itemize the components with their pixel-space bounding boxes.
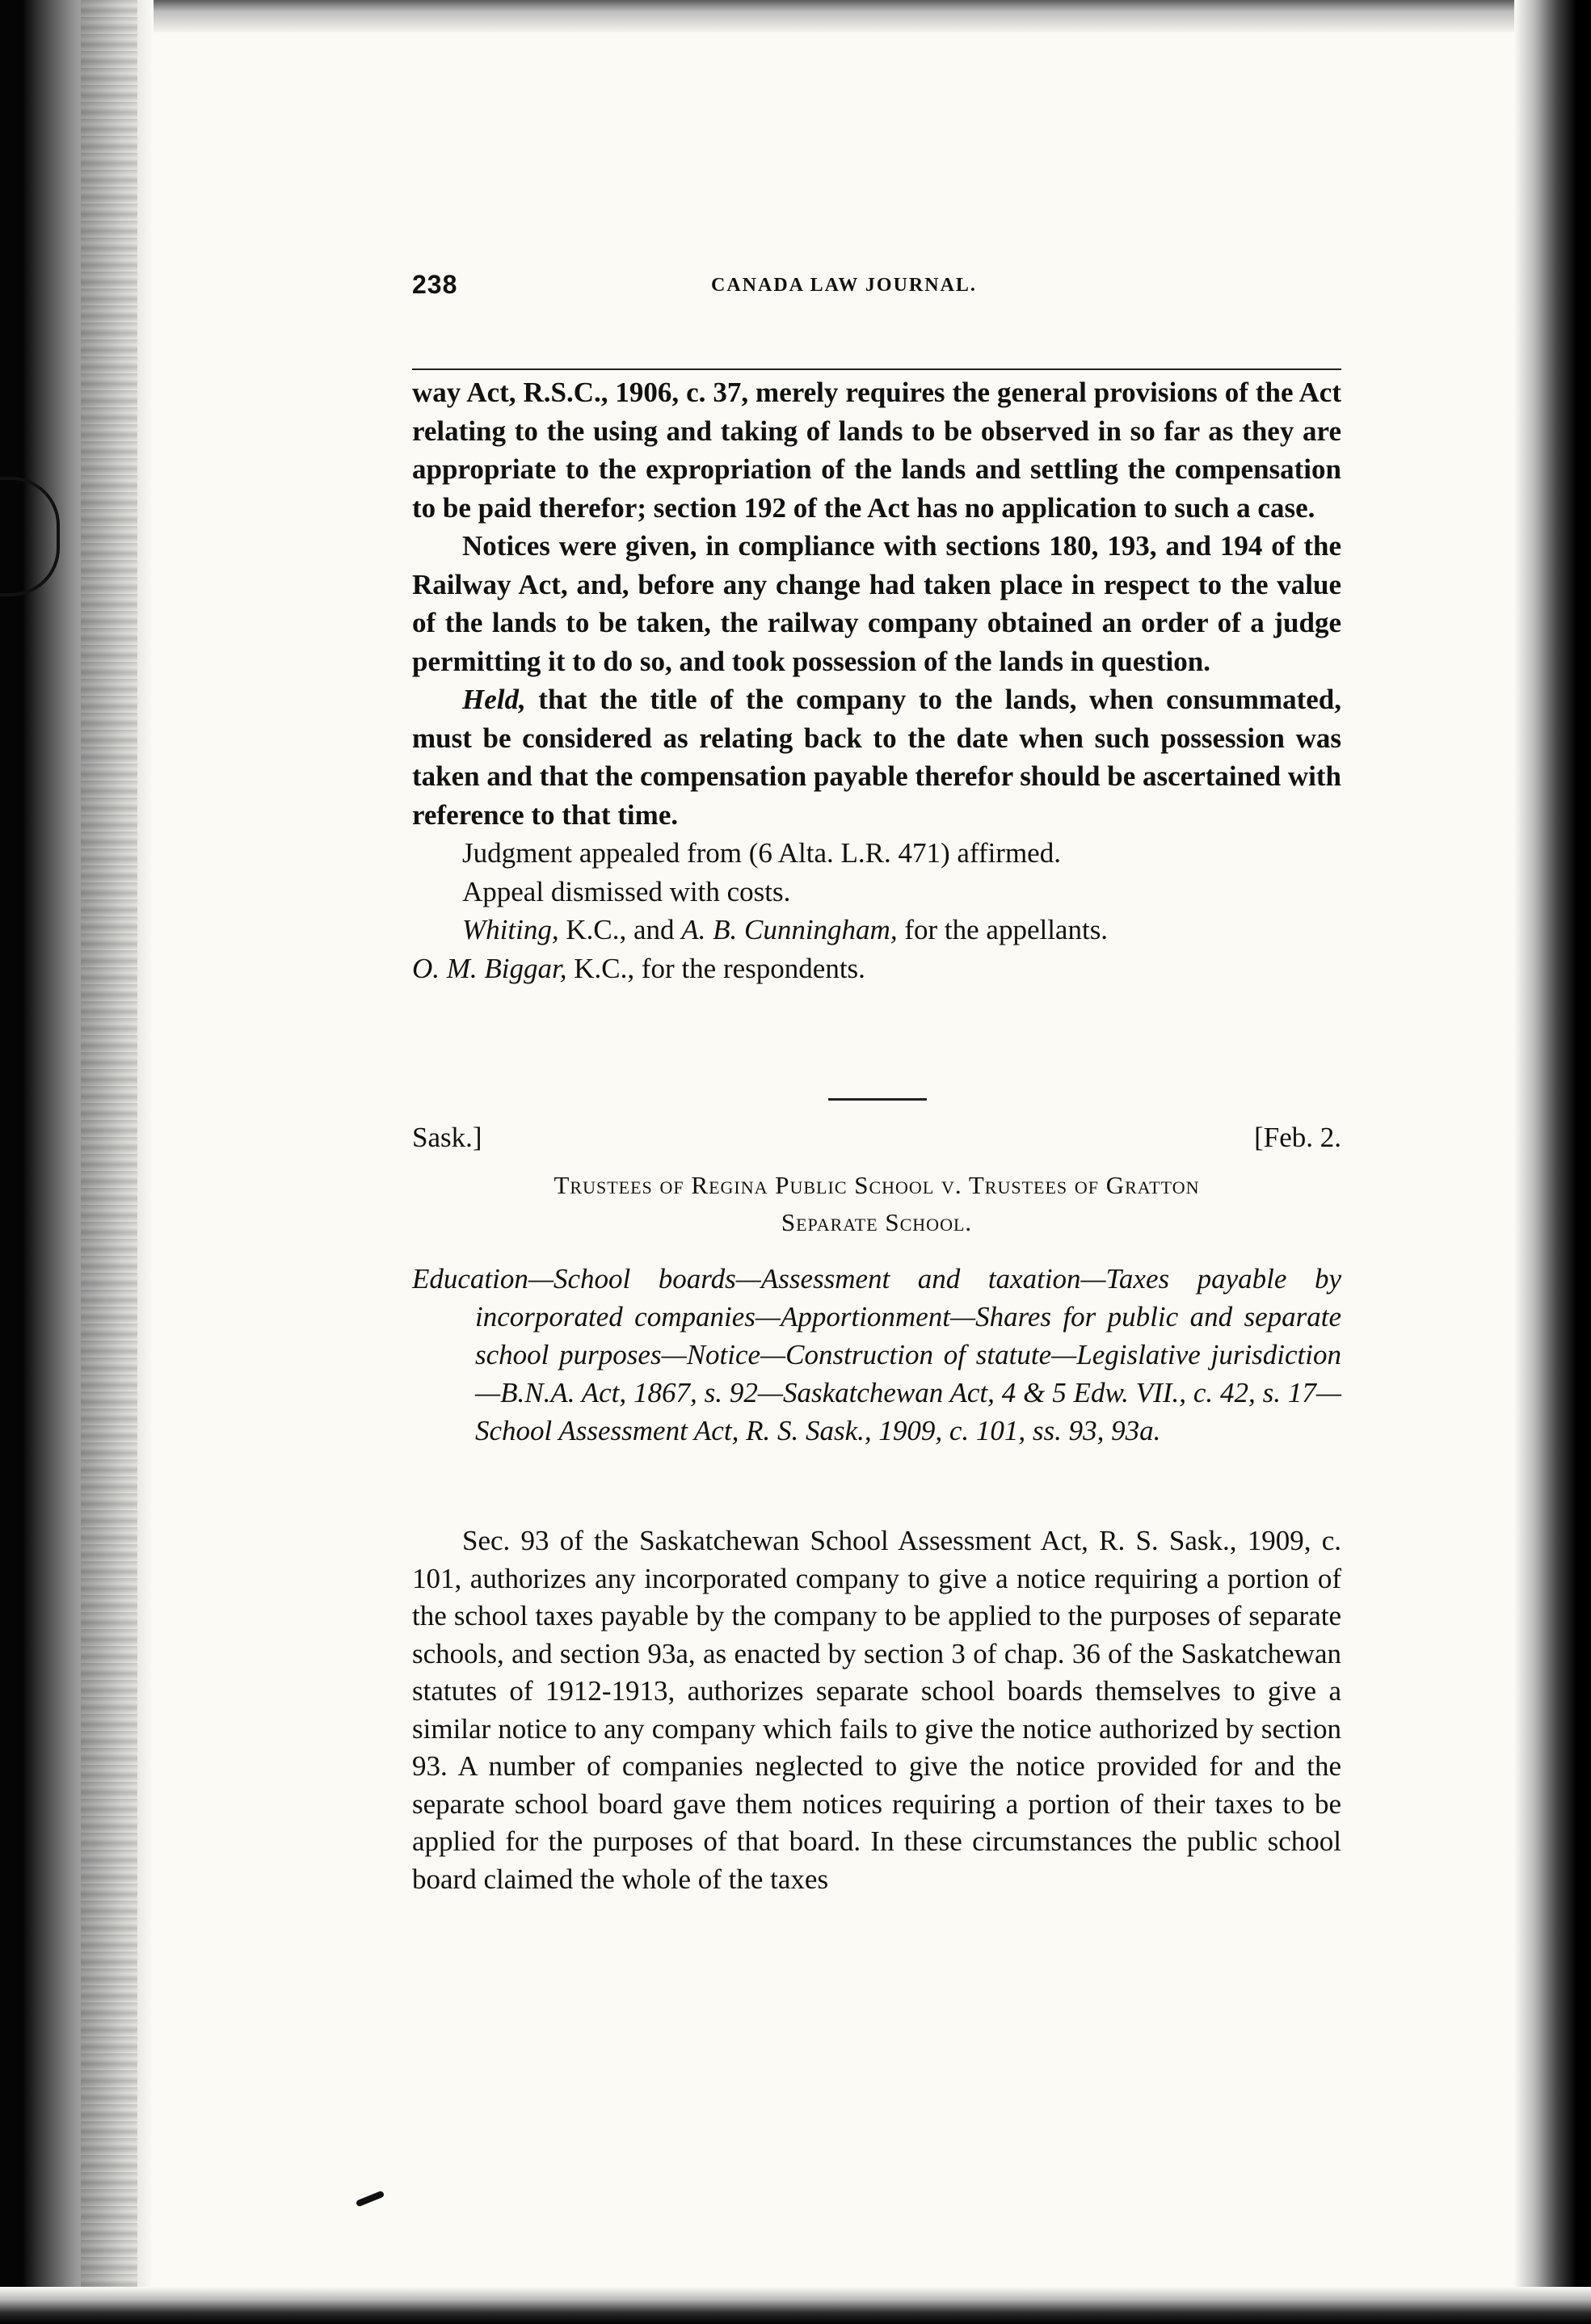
page-content — [412, 270, 1341, 1895]
page-number: 238 — [412, 270, 458, 299]
counsel-name: Whiting, — [462, 914, 559, 945]
scan-right-edge — [1514, 0, 1591, 2324]
gutter-noise — [81, 0, 137, 2324]
case-separator-rule — [828, 1098, 927, 1101]
counsel-name: O. M. Biggar, — [412, 952, 567, 984]
scan-bottom-edge — [0, 2287, 1591, 2324]
case-title — [412, 1167, 1341, 1241]
held-paragraph — [412, 680, 1341, 834]
counsel-text: for the appellants. — [897, 914, 1109, 945]
paragraph: way Act, R.S.C., 1906, c. 37, merely requires the general provisions of the Act relating to the using and taking of lands to be observed in so far as they are appropriate to the expropriation of the lands and settling the compensation to be paid therefor; section 192 of the Act has no application to such a case. — [412, 377, 1341, 524]
held-text: that the title of the company to the lands, when consummated, must be considered as relating back to the date when such possession was taken and that the compensation payable therefor should be ascertained with reference to that time. — [412, 684, 1341, 831]
counsel-text: K.C., for the respondents. — [566, 952, 865, 984]
judgment-line: Judgment appealed from (6 Alta. L.R. 471) affirmed. — [462, 837, 1061, 869]
scan-top-edge — [0, 0, 1591, 32]
counsel-appellants — [412, 911, 1341, 949]
headnote-text: Education—School boards—Assessment and taxation—Taxes payable by incorporated companies—Apportionment—Shares for public and separate school purposes—Notice—Construction of statute—Legislative jurisdiction—B.N.A. Act, 1867, s. 92—Saskatchewan Act, 4 & 5 Edw. VII., c. 42, s. 17—School Assessment Act, R. S. Sask., 1909, c. 101, ss. 93, 93a. — [412, 1263, 1341, 1446]
paragraph: Notices were given, in compliance with sections 180, 193, and 194 of the Railway Act, and, before any change had taken place in respect to the value of the lands to be taken, the railway company obtained an order of a judge permitting it to do so, and took possession of the lands in question. — [412, 530, 1341, 677]
headnote — [412, 1260, 1341, 1450]
counsel-respondents — [412, 949, 1341, 988]
counsel-text: K.C., and — [558, 914, 682, 945]
running-head — [412, 270, 1341, 310]
decision-date: [Feb. 2. — [1254, 1122, 1341, 1153]
counsel-name: A. B. Cunningham, — [681, 914, 898, 945]
paragraph: Sec. 93 of the Saskatchewan School Assessment Act, R. S. Sask., 1909, c. 101, authorizes any incorporated company to give a notice requiring a portion of the school taxes payable by the company to be applied to the purposes of separate schools, and section 93a, as enacted by section 3 of chap. 36 of the Saskatchewan statutes of 1912-1913, authorizes separate school boards themselves to give a similar notice to any company which fails to give the notice authorized by section 93. A number of companies neglected to give the notice provided for and the separate school board gave them notices requiring a portion of their taxes to be applied for the purposes of that board. In these circumstances the public school board claimed the whole of the taxes — [412, 1525, 1341, 1895]
case-title-line: Trustees of Regina Public School v. Trustees of Gratton — [553, 1171, 1200, 1199]
stray-pen-mark — [356, 2191, 385, 2208]
journal-title: CANADA LAW JOURNAL. — [711, 275, 977, 296]
held-word: Held, — [462, 684, 526, 715]
continuation-text — [412, 373, 1341, 987]
case-body — [412, 1522, 1341, 1898]
header-rule — [412, 368, 1341, 370]
court-name: Sask.] — [412, 1122, 482, 1153]
case-title-line: Separate School. — [781, 1208, 973, 1236]
appeal-line: Appeal dismissed with costs. — [462, 875, 791, 907]
